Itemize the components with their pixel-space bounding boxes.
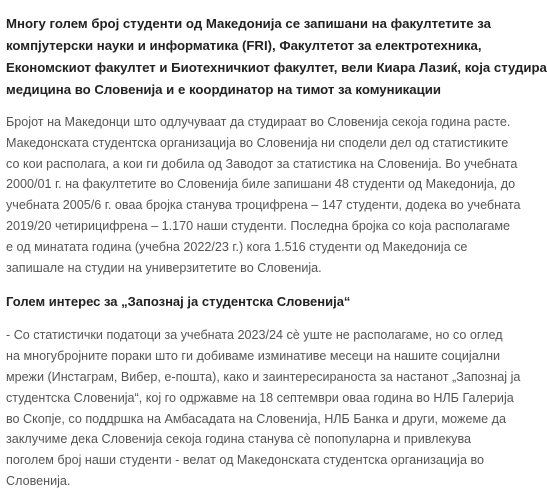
paragraph-line: Македонската студентска организација во Словенија ни сподели дел од статистиките <box>6 135 509 150</box>
lead-line: медицина во Словенија и е координатор на тимот за комуникации <box>6 82 441 97</box>
paragraph-line: со кои располага, а кои ги добила од Заводот за статистика на Словенија. Во учебната <box>6 156 518 171</box>
paragraph-line: учебната 2005/6 г. оваа бројка станува троцифрена – 147 студенти, додека во учебната <box>6 198 521 213</box>
paragraph-line: мрежи (Инстаграм, Вибер, е-пошта), како и заинтересираноста за настанот „Запознај ја <box>6 369 521 384</box>
paragraph-line: на многубројните пораки што ги добиваме изминативе месеци на нашите социјални <box>6 349 501 364</box>
paragraph-line: запишале на студии на универзитетите во Словенија. <box>6 260 322 275</box>
article-body <box>6 0 547 492</box>
paragraph-line: поголем број наши студенти - велат од Македонската студентска организација во <box>6 453 484 468</box>
paragraph-interest <box>6 325 521 491</box>
paragraph-line: 2019/20 четирицифрена – 1.170 наши студенти. Последна бројка со која располагаме <box>6 218 511 233</box>
paragraph-line: Бројот на Македонци што одлучуваат да студираат во Словенија секоја година расте. <box>6 115 511 129</box>
lead-line: Економскиот факултет и Биотехничкиот факултет, вели Киара Лазиќ, која студира <box>6 60 547 75</box>
article-lead <box>6 13 547 101</box>
lead-line: компјутерски науки и информатика (FRI), Факултетот за електротехника, <box>6 38 482 53</box>
paragraph-line: студентска Словенија“, кој го одржавме на 18 септември оваа година во НЛБ Галерија <box>6 390 514 405</box>
section-heading: Голем интерес за „Запознај ја студентска Словенија“ <box>6 294 351 310</box>
lead-line: Многу голем број студенти од Македонија се запишани на факултетите за <box>6 16 491 31</box>
paragraph-line: Словенија. <box>6 473 71 488</box>
paragraph-line: заклучиме дека Словенија секоја година станува сè попопуларна и привлекува <box>6 432 472 447</box>
paragraph-line: - Со статистички податоци за учебната 2023/24 сè уште не располагаме, но со оглед <box>6 328 503 343</box>
paragraph-line: во Скопје, со поддршка на Амбасадата на Словенија, НЛБ Банка и други, можеме да <box>6 411 506 426</box>
paragraph-line: е од минатата година (учебна 2022/23 г.) кога 1.516 студенти од Македонија се <box>6 239 468 254</box>
paragraph-line: 2000/01 г. на факултетите во Словенија биле запишани 48 студенти од Македонија, до <box>6 177 516 192</box>
paragraph-statistics <box>6 112 521 278</box>
